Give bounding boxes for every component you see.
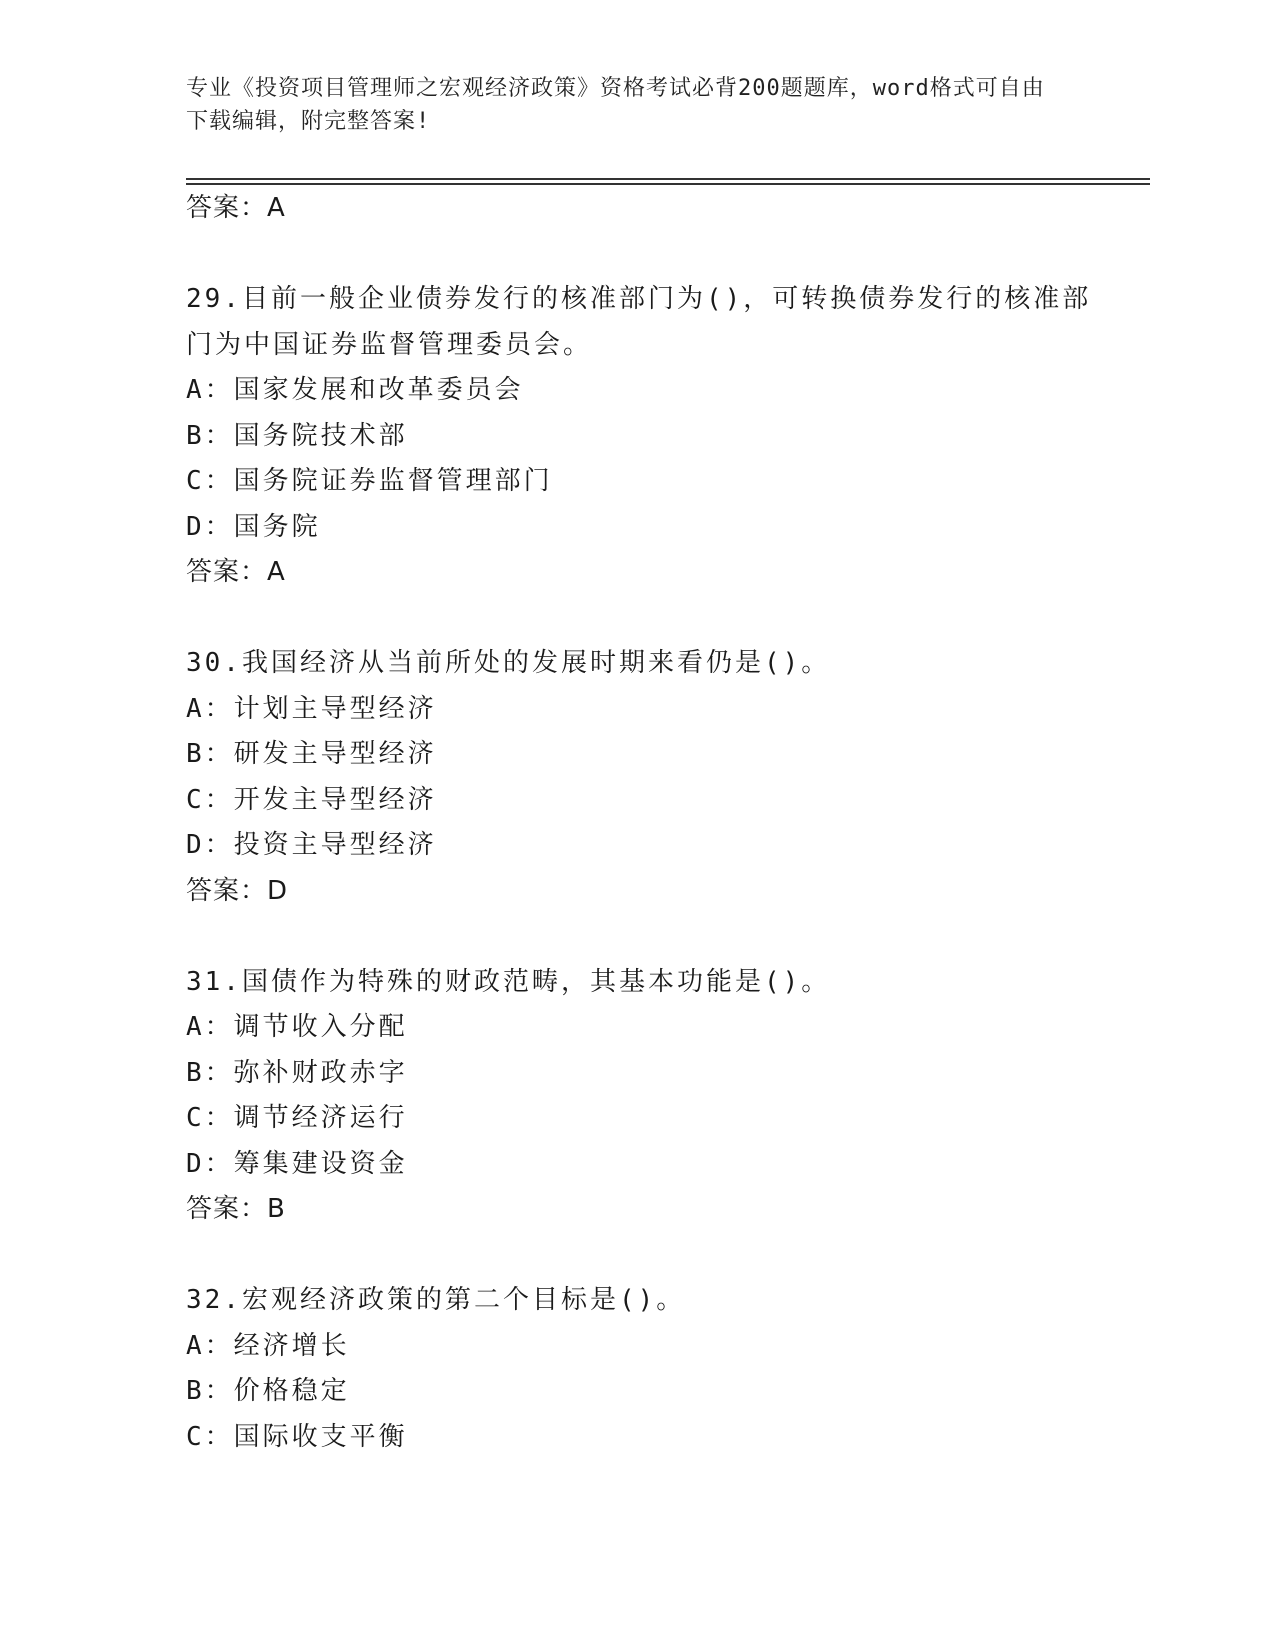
question-32-option-b: B：价格稳定 — [186, 1376, 350, 1406]
question-30-option-d: D：投资主导型经济 — [186, 830, 437, 860]
header-rule-bottom — [186, 183, 1150, 185]
question-30-text: 30.我国经济从当前所处的发展时期来看仍是()。 — [186, 648, 831, 678]
question-31-option-d: D：筹集建设资金 — [186, 1148, 408, 1179]
question-29-text: 29.目前一般企业债券发行的核准部门为()，可转换债券发行的核准部门为中国证券监督管理委员会。 — [186, 284, 1092, 360]
question-31-option-a: A：调节收入分配 — [186, 1012, 408, 1042]
question-30-option-a: A：计划主导型经济 — [186, 693, 437, 724]
question-29-option-c: C：国务院证券监督管理部门 — [186, 466, 553, 496]
question-29-option-b: B：国务院技术部 — [186, 420, 408, 451]
question-30-option-c: C：开发主导型经济 — [186, 784, 437, 815]
question-31-option-c: C：调节经济运行 — [186, 1103, 408, 1133]
answer-prev: 答案：A — [186, 193, 286, 223]
spacer — [186, 1233, 1116, 1279]
question-29-option-d: D：国务院 — [186, 511, 321, 542]
question-29-answer: 答案：A — [186, 557, 286, 587]
question-29-option-a: A：国家发展和改革委员会 — [186, 375, 524, 405]
question-32-option-c: C：国际收支平衡 — [186, 1421, 408, 1452]
spacer — [186, 596, 1116, 642]
header-rule-top — [186, 178, 1150, 180]
spacer — [186, 232, 1116, 278]
question-30-answer: 答案：D — [186, 875, 289, 906]
page-header — [186, 72, 1066, 138]
spacer — [186, 914, 1116, 960]
question-31-text: 31.国债作为特殊的财政范畴，其基本功能是()。 — [186, 966, 831, 997]
question-30-option-b: B：研发主导型经济 — [186, 739, 437, 769]
question-list — [186, 186, 1116, 1460]
question-32-text: 32.宏观经济政策的第二个目标是()。 — [186, 1285, 686, 1315]
header-title: 专业《投资项目管理师之宏观经济政策》资格考试必背200题题库，word格式可自由下载编辑，附完整答案! — [186, 76, 1045, 134]
question-32-option-a: A：经济增长 — [186, 1330, 350, 1361]
question-31-option-b: B：弥补财政赤字 — [186, 1057, 408, 1088]
question-31-answer: 答案：B — [186, 1194, 286, 1224]
